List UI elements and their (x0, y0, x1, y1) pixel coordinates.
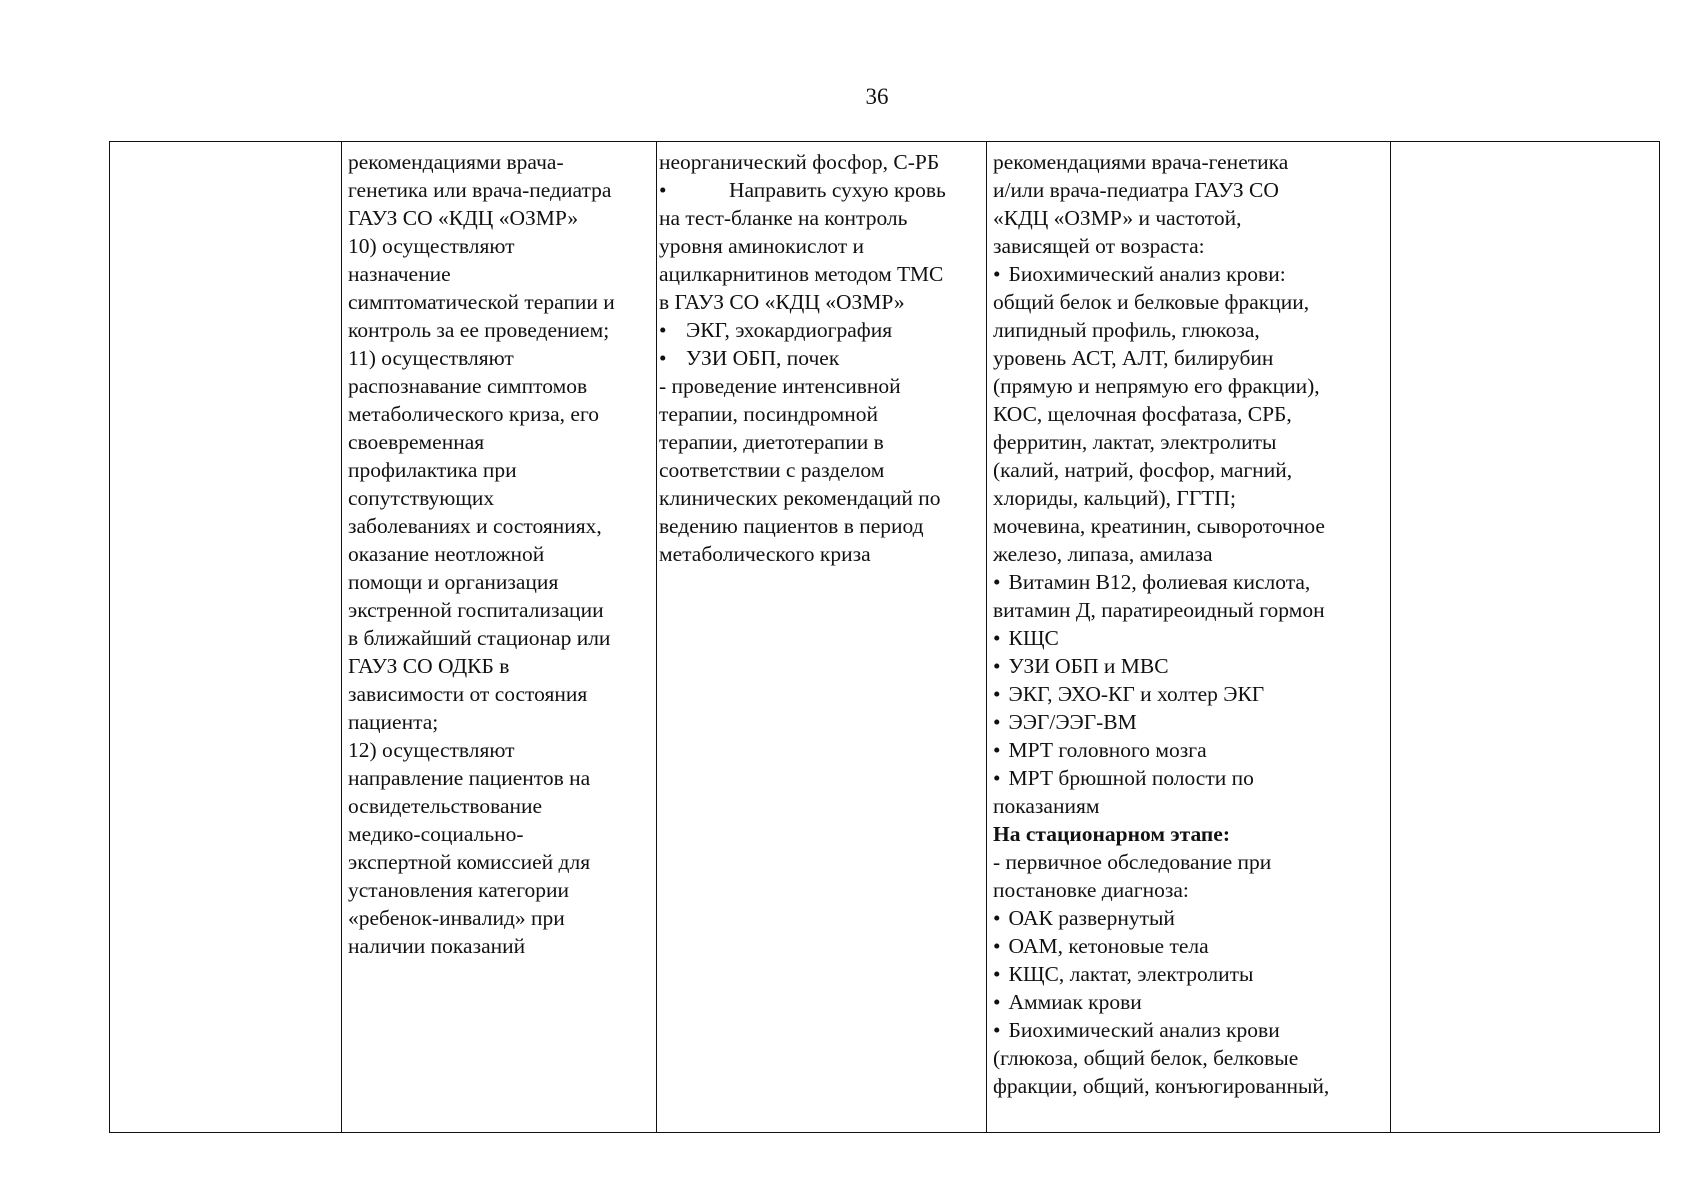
cell-text-block (993, 148, 1384, 1100)
table-cell-col4 (987, 142, 1391, 1133)
text-line: метаболического криза, его (348, 402, 599, 426)
text-line: • ОАМ, кетоновые тела (993, 932, 1384, 960)
text-line: • Витамин В12, фолиевая кислота, (993, 568, 1384, 596)
text-line: наличии показаний (348, 934, 526, 958)
text-line: метаболического криза (659, 542, 871, 566)
text-line: ГАУЗ СО «КДЦ «ОЗМР» (348, 206, 579, 230)
text-line: общий белок и белковые фракции, (993, 290, 1310, 314)
text-line: (калий, натрий, фосфор, магний, (993, 458, 1293, 482)
text-line: (глюкоза, общий белок, белковые (993, 1046, 1299, 1070)
text-line: экспертной комиссией для (348, 850, 591, 874)
text-line: генетика или врача-педиатра (348, 178, 612, 202)
text-line: терапии, диетотерапии в (659, 430, 884, 454)
text-line: • КЩС, лактат, электролиты (993, 960, 1384, 988)
text-line: • Направить сухую кровь (659, 176, 982, 204)
cell-text-block (348, 148, 650, 960)
table-cell-col3 (657, 142, 987, 1133)
text-line: рекомендациями врача-генетика (993, 150, 1289, 174)
text-line: фракции, общий, конъюгированный, (993, 1074, 1330, 1098)
text-line: помощи и организация (348, 570, 559, 594)
text-line: железо, липаза, амилаза (993, 542, 1213, 566)
text-line: и/или врача-педиатра ГАУЗ СО (993, 178, 1279, 202)
text-line: зависимости от состояния (348, 682, 588, 706)
text-line: ферритин, лактат, электролиты (993, 430, 1277, 454)
text-line: рекомендациями врача- (348, 150, 564, 174)
text-line: медико-социально- (348, 822, 524, 846)
table-row (110, 142, 1660, 1133)
text-line: 10) осуществляют (348, 234, 515, 258)
text-line: ацилкарнитинов методом ТМС (659, 262, 944, 286)
text-line: своевременная (348, 430, 485, 454)
text-line: • Биохимический анализ крови (993, 1016, 1384, 1044)
text-line: распознавание симптомов (348, 374, 588, 398)
text-line: • УЗИ ОБП, почек (659, 344, 982, 372)
text-line: на тест-бланке на контроль (659, 206, 908, 230)
text-line: сопутствующих (348, 486, 495, 510)
text-line: мочевина, креатинин, сывороточное (993, 514, 1325, 538)
text-line: витамин Д, паратиреоидный гормон (993, 598, 1325, 622)
text-line: • Биохимический анализ крови: (993, 260, 1384, 288)
text-line: направление пациентов на (348, 766, 591, 790)
text-line: хлориды, кальций), ГГТП; (993, 486, 1236, 510)
text-line: липидный профиль, глюкоза, (993, 318, 1260, 342)
text-line: терапии, посиндромной (659, 402, 878, 426)
text-line: • ЭЭГ/ЭЭГ-ВМ (993, 708, 1384, 736)
text-line: • УЗИ ОБП и МВС (993, 652, 1384, 680)
text-line: • МРТ брюшной полости по (993, 764, 1384, 792)
text-line: клинических рекомендаций по (659, 486, 941, 510)
text-line: назначение (348, 262, 451, 286)
text-line: уровня аминокислот и (659, 234, 865, 258)
text-line: оказание неотложной (348, 542, 545, 566)
text-line: в ГАУЗ СО «КДЦ «ОЗМР» (659, 290, 905, 314)
text-line: 12) осуществляют (348, 738, 515, 762)
text-line: На стационарном этапе: (993, 822, 1231, 846)
text-line: пациента; (348, 710, 439, 734)
text-line: 11) осуществляют (348, 346, 514, 370)
text-line: • ЭКГ, ЭХО-КГ и холтер ЭКГ (993, 680, 1384, 708)
text-line: соответствии с разделом (659, 458, 885, 482)
document-table (109, 141, 1660, 1133)
text-line: «КДЦ «ОЗМР» и частотой, (993, 206, 1242, 230)
text-line: зависящей от возраста: (993, 234, 1205, 258)
text-line: «ребенок-инвалид» при (348, 906, 565, 930)
text-line: освидетельствование (348, 794, 543, 818)
text-line: симптоматической терапии и (348, 290, 615, 314)
table-cell-col5 (1391, 142, 1660, 1133)
text-line: показаниям (993, 794, 1100, 818)
table-cell-col1 (110, 142, 342, 1133)
text-line: постановке диагноза: (993, 878, 1189, 902)
text-line: - первичное обследование при (993, 850, 1272, 874)
cell-text-block (659, 148, 982, 568)
text-line: • КЩС (993, 624, 1384, 652)
text-line: КОС, щелочная фосфатаза, СРБ, (993, 402, 1292, 426)
text-line: ведению пациентов в период (659, 514, 924, 538)
text-line: в ближайший стационар или (348, 626, 611, 650)
text-line: ГАУЗ СО ОДКБ в (348, 654, 510, 678)
text-line: неорганический фосфор, С-РБ (659, 150, 940, 174)
text-line: установления категории (348, 878, 570, 902)
text-line: • ОАК развернутый (993, 904, 1384, 932)
text-line: контроль за ее проведением; (348, 318, 610, 342)
text-line: • Аммиак крови (993, 988, 1384, 1016)
text-line: профилактика при (348, 458, 517, 482)
text-line: (прямую и непрямую его фракции), (993, 374, 1320, 398)
text-line: уровень АСТ, АЛТ, билирубин (993, 346, 1274, 370)
text-line: экстренной госпитализации (348, 598, 604, 622)
text-line: • ЭКГ, эхокардиография (659, 316, 982, 344)
text-line: - проведение интенсивной (659, 374, 901, 398)
page-number: 36 (865, 84, 889, 109)
table-cell-col2 (342, 142, 657, 1133)
text-line: • МРТ головного мозга (993, 736, 1384, 764)
text-line: заболеваниях и состояниях, (348, 514, 602, 538)
